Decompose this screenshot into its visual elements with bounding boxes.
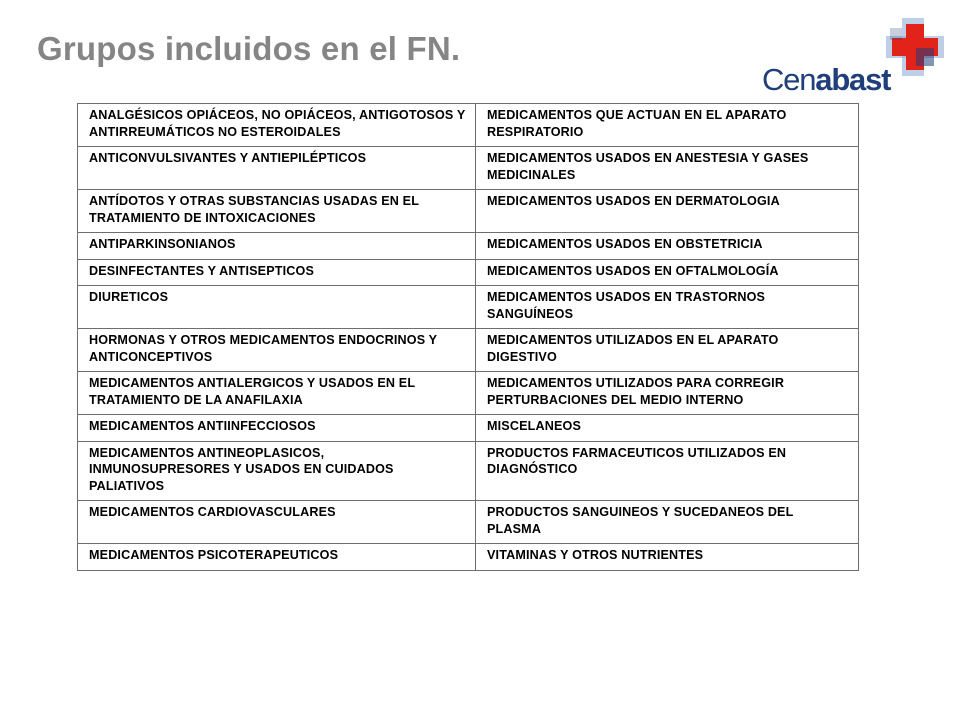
table-cell-left: ANTIPARKINSONIANOS [78, 233, 476, 260]
table-cell-left: MEDICAMENTOS PSICOTERAPEUTICOS [78, 544, 476, 571]
table-row [78, 147, 859, 190]
table-cell-right: MEDICAMENTOS USADOS EN DERMATOLOGIA [476, 190, 859, 233]
table-cell-right: MEDICAMENTOS USADOS EN ANESTESIA Y GASES MEDICINALES [476, 147, 859, 190]
logo-wordmark [762, 64, 890, 95]
table-cell-left: MEDICAMENTOS ANTIINFECCIOSOS [78, 415, 476, 442]
logo-wordmark-light: Cen [762, 62, 816, 97]
table-cell-right: MEDICAMENTOS QUE ACTUAN EN EL APARATO RESPIRATORIO [476, 104, 859, 147]
table-cell-left: DESINFECTANTES Y ANTISEPTICOS [78, 259, 476, 286]
table-cell-left: ANALGÉSICOS OPIÁCEOS, NO OPIÁCEOS, ANTIGOTOSOS Y ANTIRREUMÁTICOS NO ESTEROIDALES [78, 104, 476, 147]
table-row [78, 190, 859, 233]
groups-table-body [78, 104, 859, 571]
logo-wordmark-bold: abast [815, 62, 891, 97]
table-cell-right: MEDICAMENTOS USADOS EN OBSTETRICIA [476, 233, 859, 260]
table-row [78, 415, 859, 442]
slide-title: Grupos incluidos en el FN. [37, 30, 461, 67]
cenabast-logo [760, 18, 950, 98]
groups-table [77, 103, 859, 571]
table-row [78, 259, 859, 286]
table-cell-right: MEDICAMENTOS USADOS EN TRASTORNOS SANGUÍNEOS [476, 286, 859, 329]
cross-icon [886, 18, 944, 76]
table-cell-left: DIURETICOS [78, 286, 476, 329]
table-row [78, 104, 859, 147]
table-cell-left: MEDICAMENTOS CARDIOVASCULARES [78, 501, 476, 544]
table-cell-left: ANTICONVULSIVANTES Y ANTIEPILÉPTICOS [78, 147, 476, 190]
table-row [78, 286, 859, 329]
table-cell-left: ANTÍDOTOS Y OTRAS SUBSTANCIAS USADAS EN EL TRATAMIENTO DE INTOXICACIONES [78, 190, 476, 233]
table-row [78, 501, 859, 544]
table-row [78, 441, 859, 501]
table-cell-right: VITAMINAS Y OTROS NUTRIENTES [476, 544, 859, 571]
table-cell-right: PRODUCTOS SANGUINEOS Y SUCEDANEOS DEL PLASMA [476, 501, 859, 544]
table-cell-right: PRODUCTOS FARMACEUTICOS UTILIZADOS EN DIAGNÓSTICO [476, 441, 859, 501]
table-cell-right: MISCELANEOS [476, 415, 859, 442]
table-cell-left: MEDICAMENTOS ANTIALERGICOS Y USADOS EN EL TRATAMIENTO DE LA ANAFILAXIA [78, 372, 476, 415]
table-cell-right: MEDICAMENTOS UTILIZADOS PARA CORREGIR PERTURBACIONES DEL MEDIO INTERNO [476, 372, 859, 415]
table-row [78, 329, 859, 372]
table-cell-left: HORMONAS Y OTROS MEDICAMENTOS ENDOCRINOS Y ANTICONCEPTIVOS [78, 329, 476, 372]
table-row [78, 372, 859, 415]
table-row [78, 233, 859, 260]
table-cell-left: MEDICAMENTOS ANTINEOPLASICOS, INMUNOSUPRESORES Y USADOS EN CUIDADOS PALIATIVOS [78, 441, 476, 501]
table-row [78, 544, 859, 571]
table-cell-right: MEDICAMENTOS UTILIZADOS EN EL APARATO DIGESTIVO [476, 329, 859, 372]
table-cell-right: MEDICAMENTOS USADOS EN OFTALMOLOGÍA [476, 259, 859, 286]
